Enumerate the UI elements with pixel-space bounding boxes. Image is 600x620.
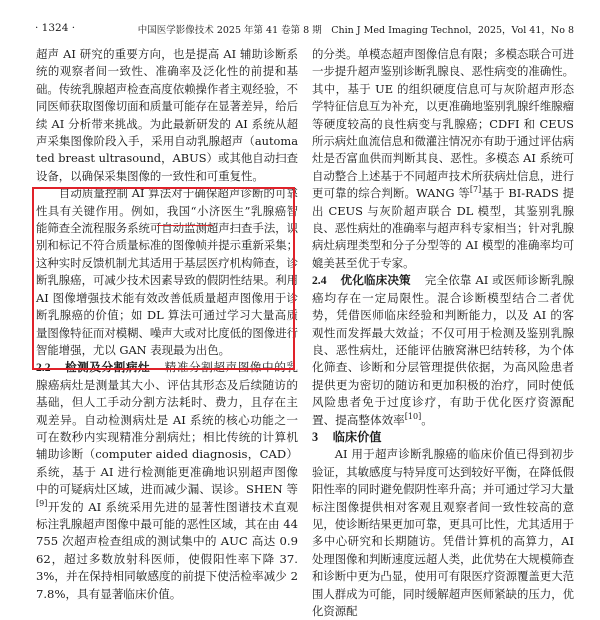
section-title: 检测及分割病灶 [64,360,151,375]
section-title: 临床价值 [332,429,382,444]
page-header [0,0,600,40]
right-column [312,46,574,620]
paragraph-right-2: 完全依靠 AI 或医师诊断乳腺癌均存在一定局限性。混合诊断模型结合二者优势，凭借医师临床经验和判断能力，以及 AI 的客观性而发挥最大效益；不仅可用于检测及鉴别乳腺良、恶性病灶，还能评估腋窝淋巴结转移，为个体化筛查、诊断和分层管理提供依据，为高风险患者提供更为密切的随访和更加积极的治疗，同时使低风险患者免于过度诊疗，有助于优化医疗资源配置、提高整体效率 [312,273,574,427]
section-title: 优化临床决策 [340,273,411,288]
section-number: 2.2 [36,361,51,375]
paragraph-left-1: 超声 AI 研究的重要方向，也是提高 AI 辅助诊断系统的观察者间一致性、准确率及泛化性的前提和基础。传统乳腺超声检查高度依赖操作者主观经验，不同医师获取图像切面和质量可能存在显著差异，给后续 AI 分析带来挑战。为此最新研发的 AI 系统从超声采集图像阶段入手，采用自动乳腺超声（automated breast ultrasound，ABUS）或其他自动扫查设备，以确保采集图像的一致性和可重复性。 [36,47,298,183]
paragraph-right-1-text: 的分类。单模态超声图像信息有限；多模态联合可进一步提升超声鉴别诊断乳腺良、恶性病变的准确性。其中，基于 UE 的组织硬度信息可与灰阶超声形态学特征信息互为补充，以更准确地鉴别乳腺纤维腺瘤等硬度较高的良性病变与乳腺癌；CDFI 和 CEUS 所示病灶血流信息和微灌注情况亦有助于通过评估病灶是否富血供而判断其良、恶性。多模态 AI 系统可自动整合上述基于不同超声技术所获病灶信息，进行更可靠的综合判断。WANG 等 [312,47,574,201]
paragraph-left-2-highlighted: 自动质量控制 AI 算法对于确保超声诊断的可靠性具有关键作用。例如，我国“小济医生”乳腺癌智能筛查全流程服务系统可自动监测超声扫查手法，识别和标记不符合质量标准的图像帧并提示重新采集；这种实时反馈机制尤其适用于基层医疗机构筛查，诊断乳腺癌，可减少技术因素导致的假阴性结果。利用 AI 图像增强技术能有效改善低质量超声图像用于诊断乳腺癌的价值；如 DL 算法可通过学习大量高质量图像特征而对模糊、噪声大或对比度低的图像进行智能增强，尤以 GAN 表现最为出色。 [36,186,298,357]
section-heading-2-2 [36,359,298,603]
paragraph-right-2-end: 。 [421,412,433,427]
section-heading-3 [312,429,574,446]
paragraph-right-1 [312,46,574,272]
paragraph-right-3: AI 用于超声诊断乳腺癌的临床价值已得到初步验证，其敏感度与特异度可达到较好平衡，在降低假阳性率的同时避免假阴性率升高；并可通过学习大量标注图像提供相对客观且观察者间一致性较高的意见，使诊断结果更加可靠，更具可比性，尤其适用于多中心研究和长期随访。凭借计算机的高算力，AI 处理图像和判断速度远超人类，此优势在大规模筛查和诊断中更为凸显，使用可有限医疗资源覆盖更大范围人群成为可能，同时缓解超声医师紧缺的压力，优化资源配 [312,447,574,618]
paragraph-right-1b-text: 基于 BI-RADS 提出 CEUS 与灰阶超声联合 DL 模型，其鉴别乳腺良、恶性病灶的准确率与超声科专家相当；针对乳腺病灶病理类型和分子分型等的 AI 模型的准确率均可媲美甚至优于专家。 [312,186,574,270]
section-heading-2-4 [312,272,574,429]
red-highlight-box [32,187,295,370]
citation-9: [9] [36,498,48,508]
page-number: · 1324 · [35,22,76,34]
red-underline-mark [157,225,213,226]
paragraph-left-3: 精准分割超声图像中的乳腺癌病灶是测量其大小、评估其形态及后续随访的基础，但人工手动分割方法耗时、费力，且存在主观差异。自动检测病灶是 AI 系统的核心功能之一可在数秒内实现精准分割病灶；相比传统的计算机辅助诊断（computer aided diagnosis，CAD）系统，基于 AI 进行检测能更准确地识别超声图像中的可疑病灶区域，进而减少漏、误诊。SHEN 等 [36,360,298,497]
section-number: 2.4 [312,274,327,288]
paragraph-left-3b: 开发的 AI 系统采用先进的显著性图谱技术直观标注乳腺超声图像中最可能的恶性区域，其在由 44 755 次超声检查组成的测试集中的 AUC 高达 0.962，超过多数放射科医师，使假阳性率下降 37.3%，并在保持相同敏感度的前提下使活检率减少 27.8%，具有显著临床价值。 [36,499,298,601]
journal-running-title: 中国医学影像技术 2025 年第 41 卷第 8 期 Chin J Med Imaging Technol，2025，Vol 41，No 8 [137,25,574,36]
citation-7: [7] [469,185,482,195]
section-number: 3 [312,429,319,444]
citation-10: [10] [404,411,422,421]
